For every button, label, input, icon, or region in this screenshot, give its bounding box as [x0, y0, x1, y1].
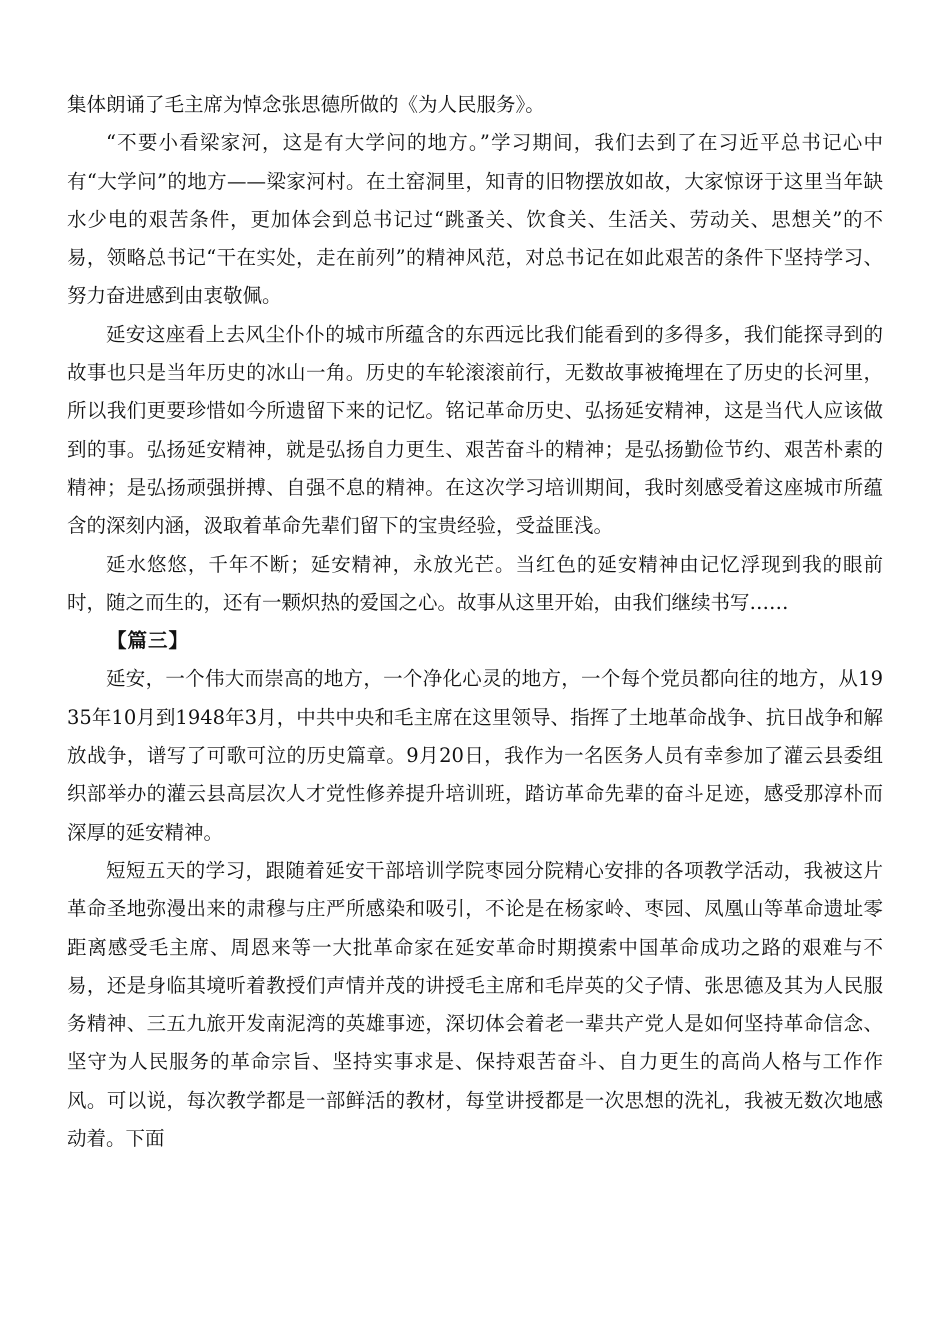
document-page [67, 86, 883, 1158]
paragraph-yanshui: 延水悠悠，千年不断；延安精神，永放光芒。当红色的延安精神由记忆浮现到我的眼前时，随之而生的，还有一颗炽热的爱国之心。故事从这里开始，由我们继续书写…… [67, 552, 883, 614]
paragraph-liangjiahe: “不要小看梁家河，这是有大学问的地方。”学习期间，我们去到了在习近平总书记心中有“大学问”的地方——梁家河村。在土窑洞里，知青的旧物摆放如故，大家惊讶于这里当年缺水少电的艰苦条件，更加体会到总书记过“跳蚤关、饮食关、生活关、劳动关、思想关”的不易，领略总书记“干在实处，走在前列”的精神风范，对总书记在如此艰苦的条件下坚持学习、努力奋进感到由衷敬佩。 [67, 131, 883, 308]
section-heading: 【篇三】 [107, 629, 190, 653]
paragraph-yanan-intro: 延安，一个伟大而崇高的地方，一个净化心灵的地方，一个每个党员都向往的地方，从1935年10月到1948年3月，中共中央和毛主席在这里领导、指挥了土地革命战争、抗日战争和解放战争，谱写了可歌可泣的历史篇章。9月20日，我作为一名医务人员有幸参加了灌云县委组织部举办的灌云县高层次人才党性修养提升培训班，踏访革命先辈的奋斗足迹，感受那淳朴而深厚的延安精神。 [67, 667, 883, 844]
paragraph-yanan-city: 延安这座看上去风尘仆仆的城市所蕴含的东西远比我们能看到的多得多，我们能探寻到的故事也只是当年历史的冰山一角。历史的车轮滚滚前行，无数故事被掩埋在了历史的长河里，所以我们更要珍惜如今所遗留下来的记忆。铭记革命历史、弘扬延安精神，这是当代人应该做到的事。弘扬延安精神，就是弘扬自力更生、艰苦奋斗的精神；是弘扬勤俭节约、艰苦朴素的精神；是弘扬顽强拼搏、自强不息的精神。在这次学习培训期间，我时刻感受着这座城市所蕴含的深刻内涵，汲取着革命先辈们留下的宝贵经验，受益匪浅。 [67, 322, 883, 538]
paragraph-continuation: 集体朗诵了毛主席为悼念张思德所做的《为人民服务》。 [67, 93, 545, 116]
paragraph-five-days: 短短五天的学习，跟随着延安干部培训学院枣园分院精心安排的各项教学活动，我被这片革命圣地弥漫出来的肃穆与庄严所感染和吸引，不论是在杨家岭、枣园、凤凰山等革命遗址零距离感受毛主席、周恩来等一大批革命家在延安革命时期摸索中国革命成功之路的艰难与不易，还是身临其境听着教授们声情并茂的讲授毛主席和毛岸英的父子情、张思德及其为人民服务精神、三五九旅开发南泥湾的英雄事迹，深切体会着老一辈共产党人是如何坚持革命信念、坚守为人民服务的革命宗旨、坚持实事求是、保持艰苦奋斗、自力更生的高尚人格与工作作风。可以说，每次教学都是一部鲜活的教材，每堂讲授都是一次思想的洗礼，我被无数次地感动着。下面 [67, 858, 883, 1151]
